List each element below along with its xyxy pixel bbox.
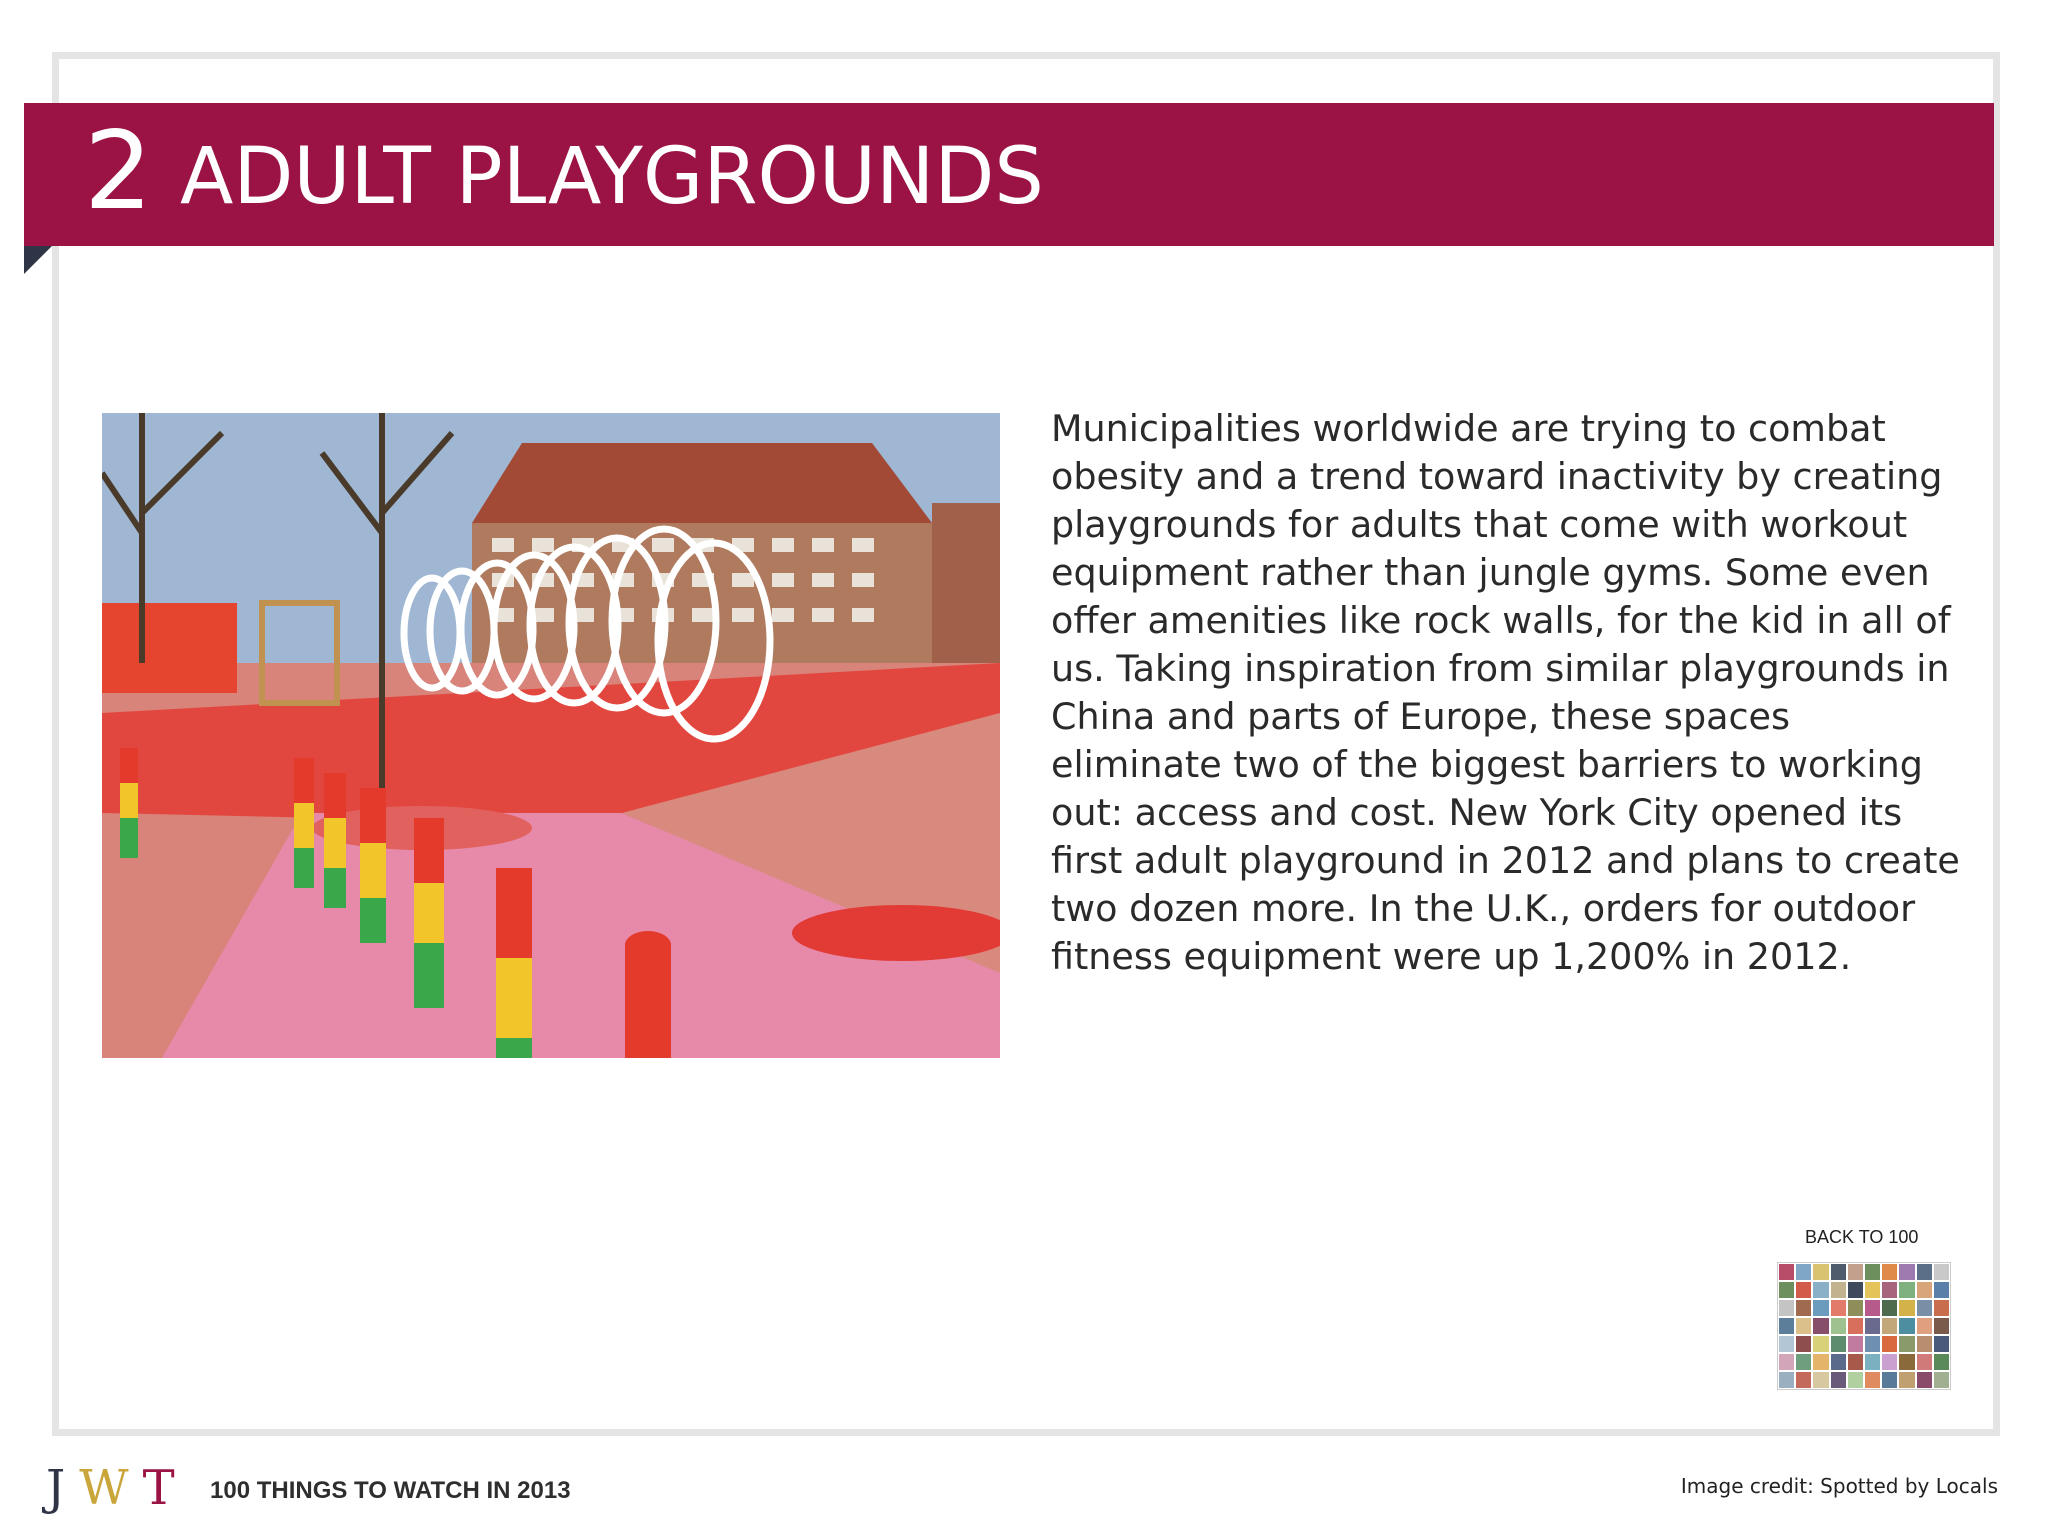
logo-letter-w: W — [79, 1460, 143, 1516]
item-number: 2 — [84, 109, 153, 234]
footer-title: 100 THINGS TO WATCH IN 2013 — [210, 1477, 571, 1504]
playground-photo — [102, 413, 1000, 1058]
logo-letter-j: J — [46, 1460, 80, 1516]
banner-fold — [24, 246, 52, 274]
back-to-100-thumbnail[interactable] — [1777, 1262, 1951, 1390]
jwt-logo — [46, 1460, 189, 1516]
logo-letter-t: T — [142, 1460, 189, 1516]
image-credit: Image credit: Spotted by Locals — [1680, 1474, 1998, 1498]
body-paragraph: Municipalities worldwide are trying to combat obesity and a trend toward inactivity by creating playgrounds for adults that come with workout equipment rather than jungle gyms. Some even offer amenities like rock walls, for the kid in all of us. Taking inspiration from similar playgrounds in China and parts of Europe, these spaces eliminate two of the biggest barriers to working out: access and cost. New York City opened its first adult playground in 2012 and plans to create two dozen more. In the U.K., orders for outdoor fitness equipment were up 1,200% in 2012. — [1051, 407, 1960, 978]
page-title: ADULT PLAYGROUNDS — [180, 132, 1044, 222]
back-to-100-label[interactable]: BACK TO 100 — [1805, 1227, 1919, 1247]
